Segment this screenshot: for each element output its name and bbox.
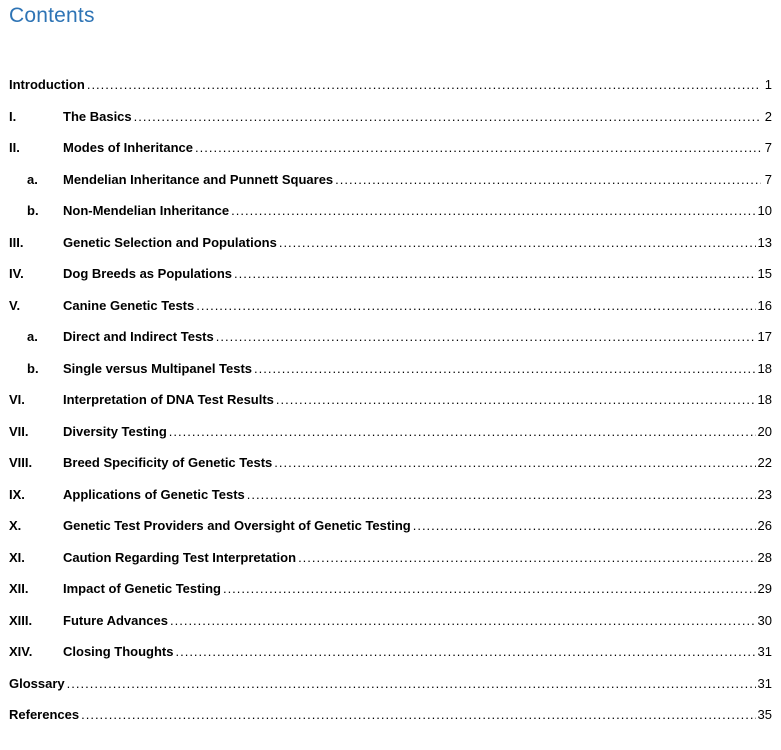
dot-leader xyxy=(87,75,761,95)
toc-entry-page[interactable]: 13 xyxy=(757,234,772,250)
toc-entry-non-mendelian-inheritance[interactable] xyxy=(9,201,772,233)
toc-entry-title[interactable]: References xyxy=(9,707,80,722)
toc-entry-the-basics[interactable] xyxy=(9,107,772,139)
toc-entry-number: a. xyxy=(27,171,38,187)
toc-entry-test-providers[interactable] xyxy=(9,516,772,548)
toc-entry-title[interactable]: Interpretation of DNA Test Results xyxy=(63,392,274,407)
toc-entry-direct-indirect-tests[interactable] xyxy=(9,327,772,359)
toc-entry-page[interactable]: 31 xyxy=(757,675,772,691)
toc-entry-page[interactable]: 29 xyxy=(757,581,772,596)
toc-entry-number: XI. xyxy=(9,549,25,565)
dot-leader xyxy=(223,579,756,599)
toc-entry-genetic-selection[interactable] xyxy=(9,233,772,265)
dot-leader xyxy=(247,485,756,505)
toc-entry-page[interactable]: 7 xyxy=(764,171,772,187)
toc-entry-title[interactable]: Single versus Multipanel Tests xyxy=(63,360,253,376)
dot-leader xyxy=(234,264,755,284)
toc-entry-single-multipanel-tests[interactable] xyxy=(9,359,772,391)
toc-entry-title[interactable]: Dog Breeds as Populations xyxy=(63,266,233,281)
dot-leader xyxy=(279,233,756,253)
toc-entry-title[interactable]: Genetic Selection and Populations xyxy=(63,234,277,250)
table-of-contents xyxy=(9,75,772,737)
toc-entry-impact[interactable] xyxy=(9,579,772,611)
toc-entry-number: II. xyxy=(9,140,20,155)
toc-entry-number: a. xyxy=(27,329,38,344)
dot-leader xyxy=(276,390,756,410)
toc-entry-diversity-testing[interactable] xyxy=(9,422,772,454)
toc-entry-title[interactable]: Introduction xyxy=(9,77,85,92)
dot-leader xyxy=(231,201,755,221)
toc-entry-number: VIII. xyxy=(9,455,33,470)
toc-entry-page[interactable]: 18 xyxy=(757,392,772,407)
toc-entry-title[interactable]: Future Advances xyxy=(63,612,168,628)
toc-entry-title[interactable]: Modes of Inheritance xyxy=(63,140,194,155)
toc-entry-page[interactable]: 20 xyxy=(757,423,772,439)
toc-entry-number: VII. xyxy=(9,423,29,439)
toc-entry-canine-genetic-tests[interactable] xyxy=(9,296,772,328)
toc-entry-title[interactable]: Diversity Testing xyxy=(63,423,167,439)
dot-leader xyxy=(216,327,756,347)
toc-entry-title[interactable]: Impact of Genetic Testing xyxy=(63,581,221,596)
toc-entry-title[interactable]: Glossary xyxy=(9,675,65,691)
toc-entry-introduction[interactable] xyxy=(9,75,772,107)
toc-entry-title[interactable]: The Basics xyxy=(63,108,132,124)
toc-entry-glossary[interactable] xyxy=(9,674,772,706)
toc-entry-title[interactable]: Breed Specificity of Genetic Tests xyxy=(63,455,273,470)
dot-leader xyxy=(169,422,756,442)
toc-entry-number: I. xyxy=(9,108,17,124)
toc-entry-number: b. xyxy=(27,203,39,218)
toc-entry-page[interactable]: 10 xyxy=(757,203,772,218)
dot-leader xyxy=(134,107,761,127)
toc-entry-title[interactable]: Canine Genetic Tests xyxy=(63,297,195,313)
toc-entry-dog-breeds[interactable] xyxy=(9,264,772,296)
toc-entry-page[interactable]: 16 xyxy=(757,297,772,313)
toc-entry-number: IX. xyxy=(9,486,25,502)
dot-leader xyxy=(67,674,756,694)
dot-leader xyxy=(413,516,756,536)
toc-entry-page[interactable]: 31 xyxy=(757,644,772,659)
toc-entry-number: III. xyxy=(9,234,24,250)
toc-entry-page[interactable]: 15 xyxy=(757,266,772,281)
toc-entry-applications[interactable] xyxy=(9,485,772,517)
toc-entry-number: XIII. xyxy=(9,612,33,628)
toc-entry-page[interactable]: 30 xyxy=(757,612,772,628)
toc-entry-page[interactable]: 28 xyxy=(757,549,772,565)
toc-entry-number: V. xyxy=(9,297,21,313)
toc-entry-modes-of-inheritance[interactable] xyxy=(9,138,772,170)
dot-leader xyxy=(175,642,755,662)
toc-entry-number: XII. xyxy=(9,581,29,596)
dot-leader xyxy=(335,170,761,190)
page-title: Contents xyxy=(9,4,95,27)
dot-leader xyxy=(195,138,761,158)
dot-leader xyxy=(196,296,755,316)
dot-leader xyxy=(81,705,755,725)
toc-entry-title[interactable]: Caution Regarding Test Interpretation xyxy=(63,549,297,565)
toc-entry-page[interactable]: 23 xyxy=(757,486,772,502)
toc-entry-number: X. xyxy=(9,518,22,533)
toc-entry-page[interactable]: 17 xyxy=(757,329,772,344)
toc-entry-future-advances[interactable] xyxy=(9,611,772,643)
toc-entry-caution[interactable] xyxy=(9,548,772,580)
toc-entry-number: IV. xyxy=(9,266,24,281)
dot-leader xyxy=(274,453,755,473)
dot-leader xyxy=(254,359,755,379)
toc-entry-interpretation-dna[interactable] xyxy=(9,390,772,422)
toc-entry-references[interactable] xyxy=(9,705,772,737)
toc-entry-number: XIV. xyxy=(9,644,33,659)
toc-entry-title[interactable]: Genetic Test Providers and Oversight of Genetic Testing xyxy=(63,518,411,533)
toc-entry-page[interactable]: 7 xyxy=(764,140,772,155)
toc-entry-closing-thoughts[interactable] xyxy=(9,642,772,674)
dot-leader xyxy=(298,548,755,568)
dot-leader xyxy=(170,611,756,631)
toc-entry-title[interactable]: Non-Mendelian Inheritance xyxy=(63,203,230,218)
toc-entry-number: VI. xyxy=(9,392,25,407)
toc-entry-breed-specificity[interactable] xyxy=(9,453,772,485)
toc-entry-page[interactable]: 35 xyxy=(757,707,772,722)
toc-entry-title[interactable]: Mendelian Inheritance and Punnett Squares xyxy=(63,171,334,187)
toc-entry-title[interactable]: Direct and Indirect Tests xyxy=(63,329,214,344)
toc-entry-page[interactable]: 2 xyxy=(764,108,772,124)
toc-entry-page[interactable]: 1 xyxy=(764,77,772,92)
toc-entry-page[interactable]: 22 xyxy=(757,455,772,470)
toc-entry-mendelian-inheritance[interactable] xyxy=(9,170,772,202)
toc-entry-number: b. xyxy=(27,360,39,376)
toc-entry-title[interactable]: Applications of Genetic Tests xyxy=(63,486,245,502)
toc-entry-page[interactable]: 18 xyxy=(757,360,772,376)
toc-entry-page[interactable]: 26 xyxy=(757,518,772,533)
toc-entry-title[interactable]: Closing Thoughts xyxy=(63,644,174,659)
